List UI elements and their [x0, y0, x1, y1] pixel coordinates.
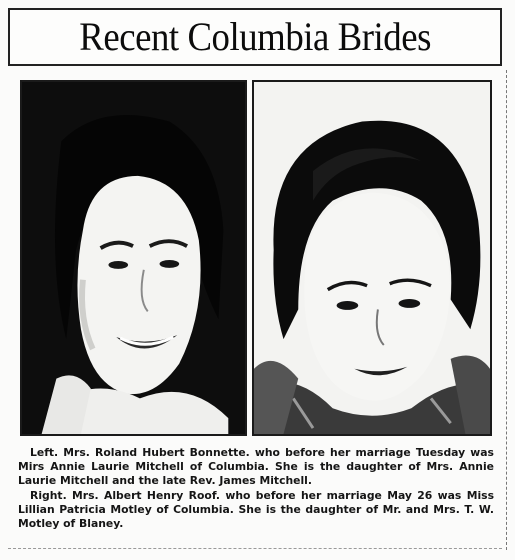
bride-portrait-right-icon [254, 82, 490, 434]
headline: Recent Columbia Brides [79, 14, 431, 59]
bottom-rule [8, 548, 502, 550]
photo-caption [18, 446, 494, 531]
headline-box [8, 8, 502, 66]
caption-paragraph-left: Left. Mrs. Roland Hubert Bonnette. who before her marriage Tuesday was Mirs Annie Laurie Mitchell of Columbia. She is the daughter of Mrs. Annie Laurie Mitchell and the late Rev. James Mitchell. [18, 446, 494, 488]
bride-portrait-left-icon [22, 82, 245, 434]
column-rule [506, 70, 508, 550]
caption-paragraph-right: Right. Mrs. Albert Henry Roof. who before her marriage May 26 was Miss Lillian Patricia Motley of Columbia. She is the daughter of Mr. and Mrs. T. W. Motley of Blaney. [18, 488, 494, 531]
photo-right [252, 80, 492, 436]
photo-left [20, 80, 247, 436]
